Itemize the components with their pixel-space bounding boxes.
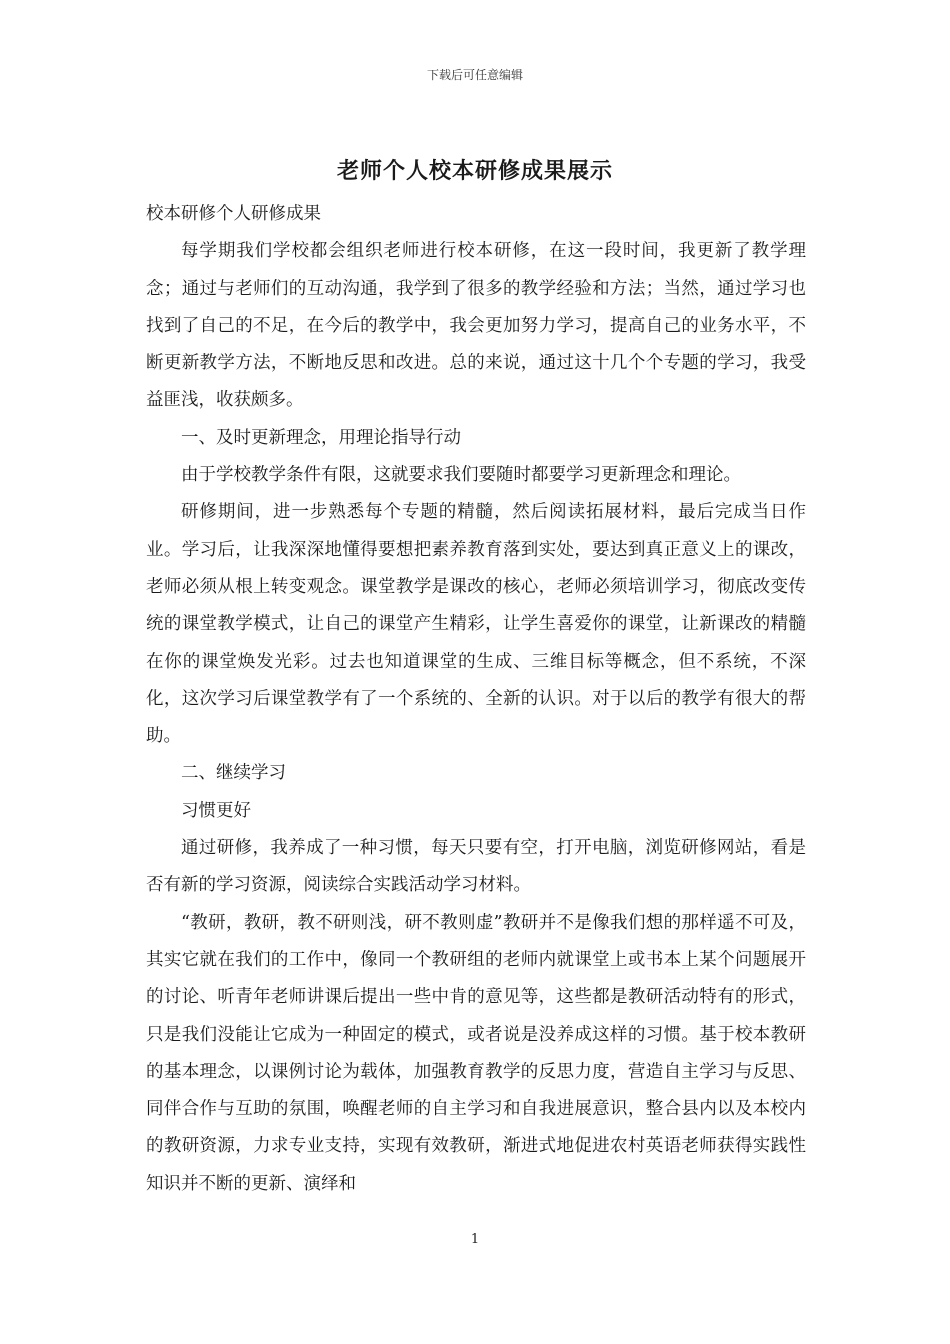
paragraph: “教研，教研，教不研则浅，研不教则虚”教研并不是像我们想的那样遥不可及，其实它就在我们的工作中，像同一个教研组的老师内就课堂上或书本上某个问题展开的讨论、听青年老师讲课后提出一些中肯的意见等，这些都是教研活动特有的形式，只是我们没能让它成为一种固定的模式，或者说是没养成这样的习惯。基于校本教研的基本理念，以课例讨论为载体，加强教育教学的反思力度，营造自主学习与反思、同伴合作与互助的氛围，唤醒老师的自主学习和自我进展意识，整合县内以及本校内的教研资源，力求专业支持，实现有效教研，渐进式地促进农村英语老师获得实践性知识并不断的更新、演绎和	[146, 912, 806, 1194]
paragraph: 习惯更好	[181, 800, 251, 821]
document-title: 老师个人校本研修成果展示	[336, 158, 613, 184]
section-heading: 一、及时更新理念，用理论指导行动	[181, 427, 461, 448]
paragraph: 由于学校教学条件有限，这就要求我们要随时都要学习更新理念和理论。	[181, 465, 741, 486]
paragraph: 研修期间，进一步熟悉每个专题的精髓，然后阅读拓展材料，最后完成当日作业。学习后，让我深深地懂得要想把素养教育落到实处，要达到真正意义上的课改，老师必须从根上转变观念。课堂教学是课改的核心，老师必须培训学习，彻底改变传统的课堂教学模式，让自己的课堂产生精彩，让学生喜爱你的课堂，让新课改的精髓在你的课堂焕发光彩。过去也知道课堂的生成、三维目标等概念，但不系统，不深化，这次学习后课堂教学有了一个系统的、全新的认识。对于以后的教学有很大的帮助。	[146, 502, 806, 747]
document-body	[146, 196, 806, 1203]
paragraph: 通过研修，我养成了一种习惯，每天只要有空，打开电脑，浏览研修网站，看是否有新的学习资源，阅读综合实践活动学习材料。	[146, 838, 806, 896]
paragraph-subtitle: 校本研修个人研修成果	[146, 204, 321, 224]
section-heading: 二、继续学习	[181, 763, 286, 784]
paragraph: 每学期我们学校都会组织老师进行校本研修，在这一段时间，我更新了教学理念；通过与老师们的互动沟通，我学到了很多的教学经验和方法；当然，通过学习也找到了自己的不足，在今后的教学中，我会更加努力学习，提高自己的业务水平，不断更新教学方法，不断地反思和改进。总的来说，通过这十几个个专题的学习，我受益匪浅，收获颇多。	[146, 241, 806, 411]
page-number: 1	[470, 1232, 480, 1247]
header-note: 下载后可任意编辑	[426, 68, 523, 82]
